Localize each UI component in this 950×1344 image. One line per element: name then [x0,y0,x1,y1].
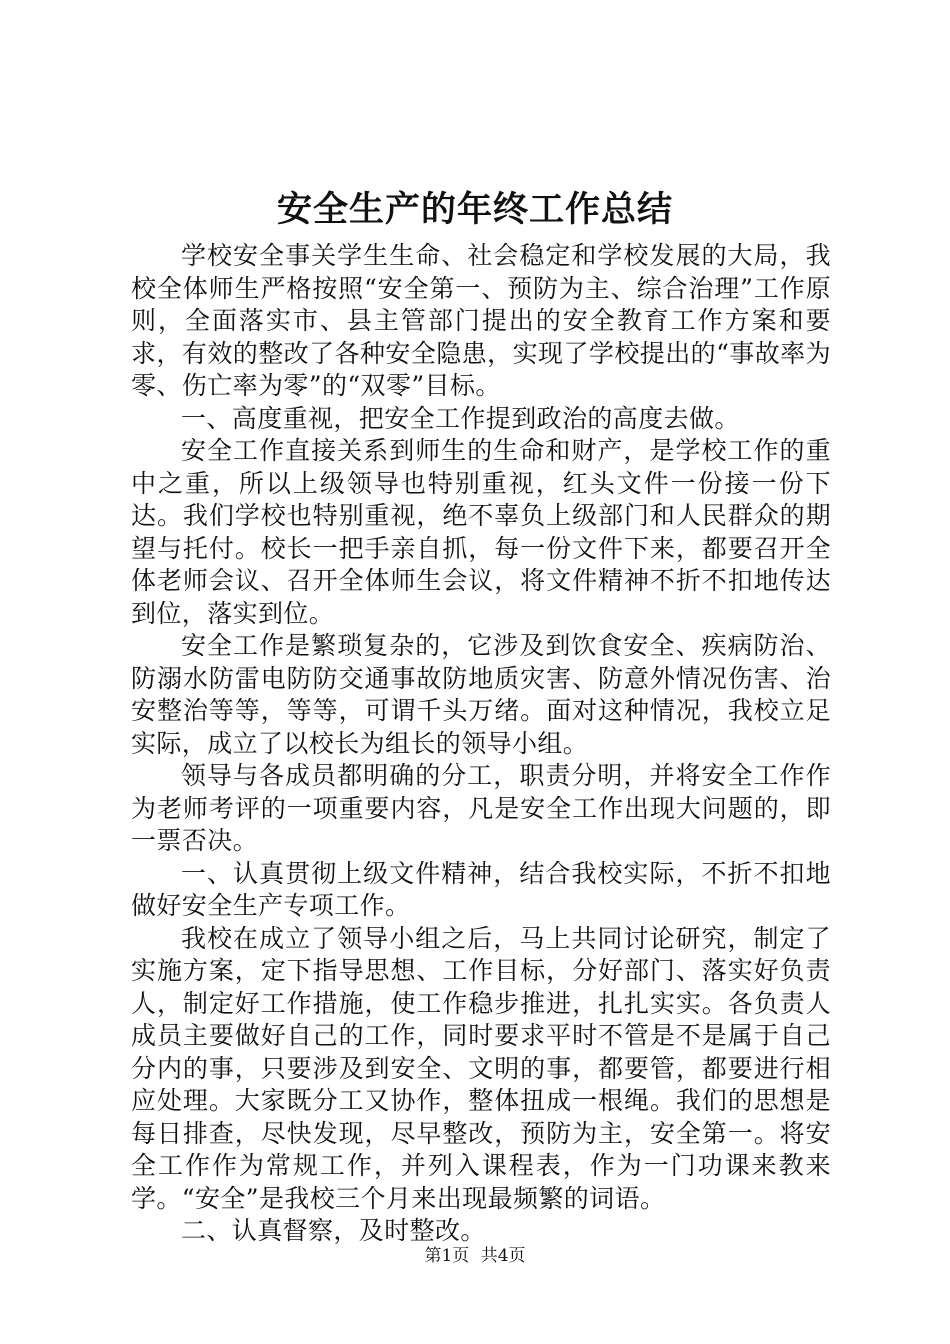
page-number: 第1页 [424,1246,470,1266]
document-title: 安全生产的年终工作总结 [276,190,673,230]
heading-high-priority: 一、高度重视，把安全工作提到政治的高度去做。 [181,403,740,433]
heading-implement-documents: 一、认真贯彻上级文件精神，结合我校实际，不折不扣地做好安全生产专项工作。 [131,858,831,920]
paragraph-division-of-duties: 领导与各成员都明确的分工，职责分明，并将安全工作作为老师考评的一项重要内容，凡是安全工作出现大问题的，即一票否决。 [131,761,831,855]
paragraph-intro: 学校安全事关学生生命、社会稳定和学校发展的大局，我校全体师生严格按照“安全第一、预防为主、综合治理”工作原则，全面落实市、县主管部门提出的安全教育工作方案和要求，有效的整改了各种安全隐患，实现了学校提出的“事故率为零、伤亡率为零”的“双零”目标。 [131,241,831,400]
paragraph-leadership-attention: 安全工作直接关系到师生的生命和财产，是学校工作的重中之重，所以上级领导也特别重视，红头文件一份接一份下达。我们学校也特别重视，绝不辜负上级部门和人民群众的期望与托付。校长一把手亲自抓，每一份文件下来，都要召开全体老师会议、召开全体师生会议，将文件精神不折不扣地传达到位，落实到位。 [131,436,831,628]
paragraph-safety-scope: 安全工作是繁琐复杂的，它涉及到饮食安全、疾病防治、防溺水防雷电防防交通事故防地质灾害、防意外情况伤害、治安整治等等，等等，可谓千头万绪。面对这种情况，我校立足实际，成立了以校长为组长的领导小组。 [131,631,831,758]
heading-supervision: 二、认真督察，及时整改。 [181,1216,486,1245]
paragraph-implementation-plan: 我校在成立了领导小组之后，马上共同讨论研究，制定了实施方案，定下指导思想、工作目标，分好部门、落实好负责人，制定好工作措施，使工作稳步推进，扎扎实实。各负责人成员主要做好自己的工作，同时要求平时不管是不是属于自己分内的事，只要涉及到安全、文明的事，都要管，都要进行相应处理。大家既分工又协作，整体扭成一根绳。我们的思想是每日排查，尽快发现，尽早整改，预防为主，安全第一。将安全工作作为常规工作，并列入课程表，作为一门功课来教来学。“安全”是我校三个月来出现最频繁的词语。 [131,923,831,1213]
page-footer [0,1244,950,1268]
document-body [131,240,831,1248]
page-total: 共4页 [480,1246,526,1266]
